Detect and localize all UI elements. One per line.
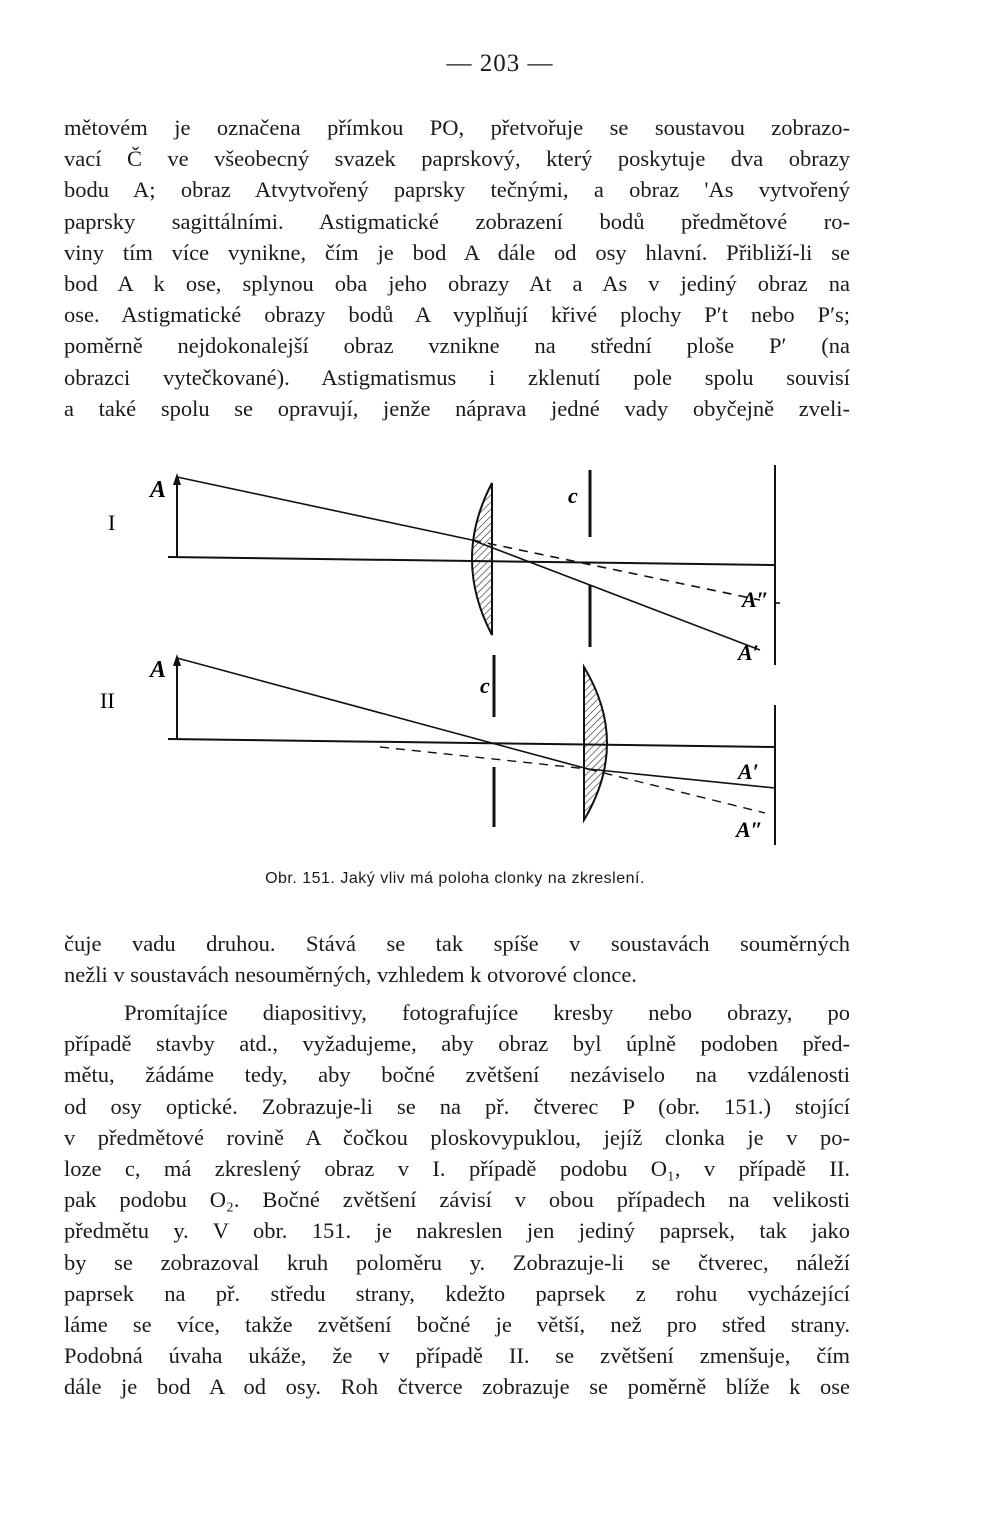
paraxial-ray-1 <box>472 540 760 600</box>
case-2-label: II <box>100 688 115 713</box>
incident-ray-2 <box>177 658 588 769</box>
case-1-label: I <box>108 510 116 535</box>
text-line: případě stavby atd., vyžadujeme, aby obraz byl úplně podoben před- <box>64 1031 850 1057</box>
optics-diagram <box>0 455 1000 855</box>
text-line: mětovém je označena přímkou PO, přetvořuje se soustavou zobrazo- <box>64 115 850 140</box>
text-line: čuje vadu druhou. Stává se tak spíše v soustavách souměrných <box>64 931 850 956</box>
text-line: loze c, má zkreslený obraz v I. případě podobu O₁, v případě II. <box>64 1156 850 1182</box>
image-point-double-prime-1: A″ <box>742 587 769 612</box>
text-line: bodu A; obraz Atvytvořený paprsky tečnými, a obraz 'As vytvořený <box>64 177 850 203</box>
text-line: pak podobu O₂. Bočné zvětšení závisí v obou případech na velikosti <box>64 1187 850 1213</box>
image-point-prime-2: A′ <box>738 759 759 784</box>
text-line: nežli v soustavách nesouměrných, vzhledem k otvorové clonce. <box>64 962 637 988</box>
text-line: by se zobrazoval kruh poloměru y. Zobrazuje-li se čtverec, náleží <box>64 1249 850 1275</box>
text-line: dále je bod A od osy. Roh čtverce zobrazuje se poměrně blíže k ose <box>64 1374 850 1400</box>
text-line: předmětu y. V obr. 151. je nakreslen jen jediný paprsek, tak jako <box>64 1218 850 1244</box>
text-line: Podobná úvaha ukáže, že v případě II. se zvětšení zmenšuje, čím <box>64 1343 850 1369</box>
arrow-head-2 <box>173 654 181 666</box>
stop-label-1: c <box>568 483 578 508</box>
image-point-double-prime-2: A″ <box>736 817 763 842</box>
text-line: a také spolu se opravují, jenže náprava jedné vady obyčejně zveli- <box>64 395 850 421</box>
incident-ray-1 <box>177 477 472 540</box>
text-line: viny tím více vynikne, čím je bod A dále od osy hlavní. Přibliží-li se <box>64 239 850 265</box>
lens-1 <box>472 483 492 635</box>
figure-caption: Obr. 151. Jaký vliv má poloha clonky na zkreslení. <box>265 870 645 887</box>
arrow-head-1 <box>173 473 181 485</box>
image-point-prime-1: A′ <box>738 640 759 665</box>
text-line: láme se více, takže zvětšení bočné je větší, než pro střed strany. <box>64 1312 850 1338</box>
text-line: mětu, žádáme tedy, aby bočné zvětšení nezáviselo na vzdálenosti <box>64 1062 850 1088</box>
text-line: vací Č ve všeobecný svazek paprskový, který poskytuje dva obrazy <box>64 146 850 172</box>
text-line: ose. Astigmatické obrazy bodů A vyplňují křivé plochy P′t nebo P′s; <box>64 302 850 328</box>
figure-151 <box>0 455 1000 855</box>
text-line: od osy optické. Zobrazuje-li se na př. čtverec P (obr. 151.) stojící <box>64 1093 850 1119</box>
page-number: — 203 — <box>446 50 554 77</box>
text-line: obrazci vytečkované). Astigmatismus i zklenutí pole spolu souvisí <box>64 364 850 390</box>
paragraph-bottom <box>64 997 850 1403</box>
text-line: v předmětové rovině A čočkou ploskovypuklou, jejíž clonka je v po- <box>64 1124 850 1150</box>
optical-axis-2 <box>168 739 775 747</box>
stop-label-2: c <box>480 673 490 698</box>
text-line: paprsek na př. středu strany, kdežto paprsek z rohu vycházející <box>64 1280 850 1306</box>
paragraph-top <box>64 112 850 424</box>
lens-2 <box>584 667 607 820</box>
text-line: Promítajíce diapositivy, fotografujíce kresby nebo obrazy, po <box>124 1000 850 1025</box>
paragraph-middle <box>64 928 850 990</box>
object-point-label-2: A <box>150 657 167 683</box>
chief-ray-dashed-2 <box>380 747 588 769</box>
object-point-label-1: A <box>150 477 167 503</box>
text-line: paprsky sagittálními. Astigmatické zobrazení bodů předmětové ro- <box>64 208 850 234</box>
refracted-ray-1 <box>472 540 760 650</box>
text-line: bod A k ose, splynou oba jeho obrazy At a As v jediný obraz na <box>64 271 850 297</box>
text-line: poměrně nejdokonalejší obraz vznikne na střední ploše P′ (na <box>64 333 850 359</box>
